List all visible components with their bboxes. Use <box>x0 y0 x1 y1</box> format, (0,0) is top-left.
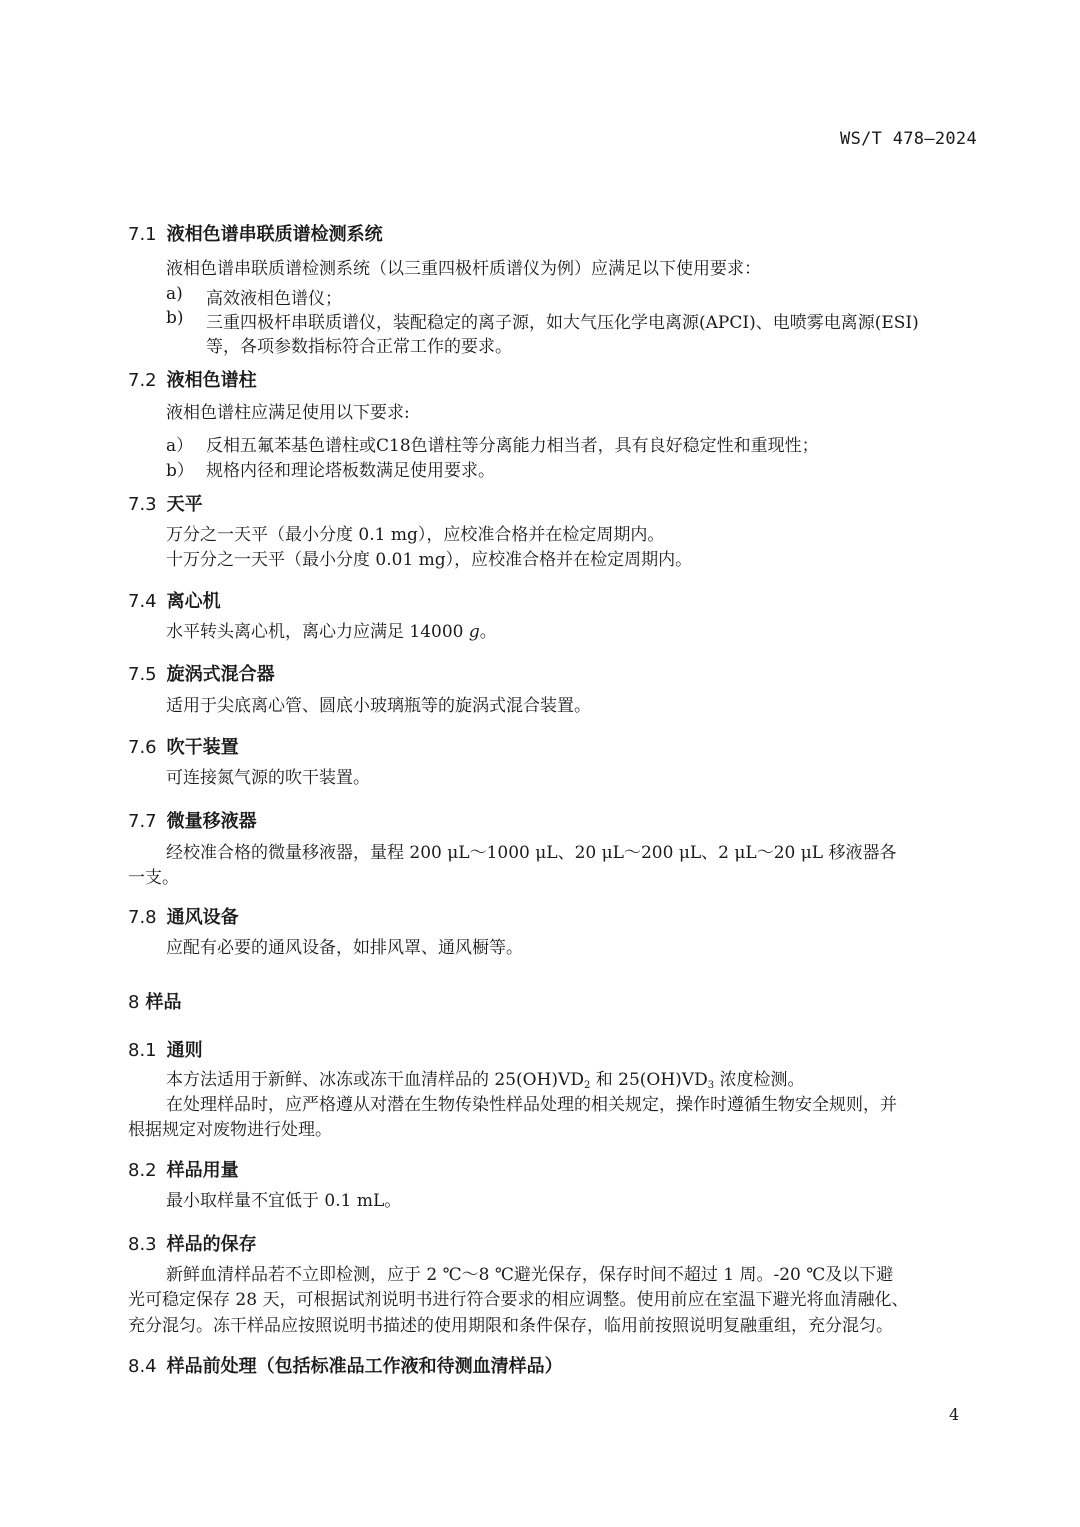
heading-title: 液相色谱串联质谱检测系统 <box>166 224 383 245</box>
heading-8 <box>128 988 181 1014</box>
subscript: 3 <box>707 1080 715 1091</box>
paragraph: 液相色谱柱应满足使用以下要求: <box>166 403 410 423</box>
heading-number: 7.3 <box>128 494 157 515</box>
heading-8-2 <box>128 1156 239 1182</box>
list-label: a) <box>166 284 183 304</box>
text-segment: 和 25(OH)VD <box>590 1070 708 1090</box>
heading-number: 7.8 <box>128 907 157 928</box>
heading-number: 7.6 <box>128 737 157 758</box>
text-segment: 浓度检测。 <box>714 1070 805 1090</box>
list-item-text: 高效液相色谱仪； <box>206 289 342 309</box>
heading-8-4 <box>128 1352 563 1378</box>
paragraph: 应配有必要的通风设备，如排风罩、通风橱等。 <box>166 938 523 958</box>
heading-number: 8.3 <box>128 1234 157 1255</box>
paragraph <box>166 624 497 641</box>
heading-title: 旋涡式混合器 <box>166 664 275 685</box>
paragraph: 万分之一天平（最小分度 0.1 mg），应校准合格并在检定周期内。 <box>166 525 665 545</box>
paragraph: 光可稳定保存 28 天，可根据试剂说明书进行符合要求的相应调整。使用前应在室温下避光将血清融化、 <box>128 1290 909 1310</box>
heading-7-3 <box>128 490 203 516</box>
heading-number: 7.4 <box>128 591 157 612</box>
paragraph: 在处理样品时，应严格遵从对潜在生物传染性样品处理的相关规定，操作时遵循生物安全规则，并 <box>166 1095 897 1115</box>
paragraph: 适用于尖底离心管、圆底小玻璃瓶等的旋涡式混合装置。 <box>166 696 591 716</box>
list-item-text: 反相五氟苯基色谱柱或C18色谱柱等分离能力相当者，具有良好稳定性和重现性； <box>206 436 819 456</box>
heading-8-1 <box>128 1036 203 1062</box>
paragraph: 根据规定对废物进行处理。 <box>128 1120 332 1140</box>
list-label: b) <box>166 308 184 328</box>
heading-number: 7.5 <box>128 664 157 685</box>
heading-7-5 <box>128 660 275 686</box>
unit-g: g <box>468 622 480 642</box>
paragraph: 最小取样量不宜低于 0.1 mL。 <box>166 1191 402 1211</box>
page-number: 4 <box>949 1405 960 1424</box>
paragraph: 一支。 <box>128 868 179 888</box>
heading-title: 样品 <box>145 992 182 1013</box>
heading-number: 8.2 <box>128 1160 157 1181</box>
heading-7-1 <box>128 220 383 246</box>
heading-7-8 <box>128 903 239 929</box>
heading-number: 8.1 <box>128 1040 157 1061</box>
heading-number: 7.7 <box>128 811 157 832</box>
standard-code: WS/T 478—2024 <box>840 129 977 149</box>
paragraph: 可连接氮气源的吹干装置。 <box>166 768 370 788</box>
list-item-text: 三重四极杆串联质谱仪，装配稳定的离子源，如大气压化学电离源(APCI)、电喷雾电离源(ESI) <box>206 313 919 333</box>
heading-title: 天平 <box>166 494 203 515</box>
subscript: 2 <box>583 1080 591 1091</box>
list-item-text: 规格内径和理论塔板数满足使用要求。 <box>206 461 495 481</box>
heading-7-6 <box>128 733 239 759</box>
list-label: a） <box>166 436 194 456</box>
paragraph: 充分混匀。冻干样品应按照说明书描述的使用期限和条件保存，临用前按照说明复融重组，充分混匀。 <box>128 1316 893 1336</box>
heading-number: 7.1 <box>128 224 157 245</box>
heading-title: 样品用量 <box>166 1160 239 1181</box>
heading-title: 微量移液器 <box>166 811 257 832</box>
paragraph <box>166 1072 805 1091</box>
paragraph: 液相色谱串联质谱检测系统（以三重四极杆质谱仪为例）应满足以下使用要求： <box>166 259 761 279</box>
heading-title: 通则 <box>166 1040 203 1061</box>
paragraph: 新鲜血清样品若不立即检测，应于 2 ℃～8 ℃避光保存，保存时间不超过 1 周。-20 ℃及以下避 <box>166 1265 894 1285</box>
paragraph: 经校准合格的微量移液器，量程 200 μL～1000 μL、20 μL～200 μL、2 μL～20 μL 移液器各 <box>166 843 897 863</box>
heading-title: 液相色谱柱 <box>166 370 257 391</box>
text-segment: 本方法适用于新鲜、冰冻或冻干血清样品的 25(OH)VD <box>166 1070 584 1090</box>
heading-number: 7.2 <box>128 370 157 391</box>
list-label: b） <box>166 461 194 481</box>
heading-8-3 <box>128 1230 257 1256</box>
heading-7-2 <box>128 366 257 392</box>
text-segment: 。 <box>479 622 497 642</box>
heading-title: 吹干装置 <box>166 737 239 758</box>
heading-7-7 <box>128 807 257 833</box>
paragraph: 十万分之一天平（最小分度 0.01 mg），应校准合格并在检定周期内。 <box>166 550 693 570</box>
heading-title: 通风设备 <box>166 907 239 928</box>
heading-number: 8 <box>128 992 140 1013</box>
heading-title: 样品前处理（包括标准品工作液和待测血清样品） <box>166 1356 563 1377</box>
heading-title: 样品的保存 <box>166 1234 257 1255</box>
heading-title: 离心机 <box>166 591 221 612</box>
list-item-text: 等，各项参数指标符合正常工作的要求。 <box>206 337 512 357</box>
text-segment: 水平转头离心机，离心力应满足 14000 <box>166 622 469 642</box>
heading-number: 8.4 <box>128 1356 157 1377</box>
heading-7-4 <box>128 587 221 613</box>
